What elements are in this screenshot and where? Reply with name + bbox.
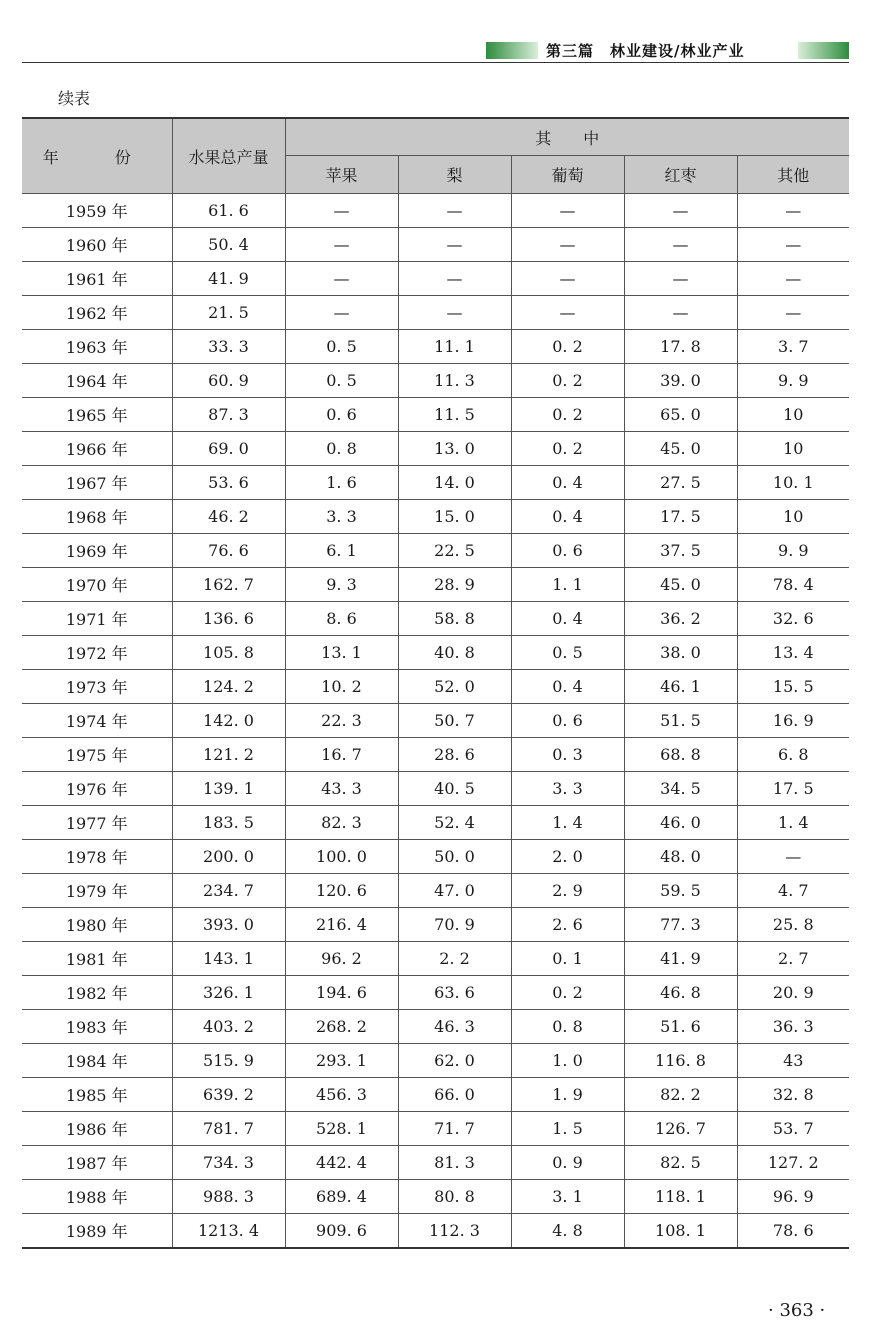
cell-jujube: 108. 1 bbox=[624, 1214, 737, 1249]
cell-other: 53. 7 bbox=[737, 1112, 849, 1146]
cell-other: 15. 5 bbox=[737, 670, 849, 704]
header-year: 年 份 bbox=[22, 118, 172, 194]
table-row bbox=[22, 194, 849, 228]
cell-jujube: 68. 8 bbox=[624, 738, 737, 772]
table-row bbox=[22, 432, 849, 466]
cell-year: 1987 年 bbox=[22, 1146, 172, 1180]
cell-other: 43 bbox=[737, 1044, 849, 1078]
table-row bbox=[22, 670, 849, 704]
cell-total: 50. 4 bbox=[172, 228, 285, 262]
cell-other: 10. 1 bbox=[737, 466, 849, 500]
cell-apple: 100. 0 bbox=[285, 840, 398, 874]
cell-apple: — bbox=[285, 228, 398, 262]
cell-jujube: 46. 8 bbox=[624, 976, 737, 1010]
cell-jujube: 82. 2 bbox=[624, 1078, 737, 1112]
cell-jujube: 77. 3 bbox=[624, 908, 737, 942]
cell-jujube: 45. 0 bbox=[624, 568, 737, 602]
table-row bbox=[22, 466, 849, 500]
cell-year: 1966 年 bbox=[22, 432, 172, 466]
cell-year: 1967 年 bbox=[22, 466, 172, 500]
cell-grape: 1. 9 bbox=[511, 1078, 624, 1112]
cell-apple: 16. 7 bbox=[285, 738, 398, 772]
cell-apple: 909. 6 bbox=[285, 1214, 398, 1249]
cell-other: 78. 6 bbox=[737, 1214, 849, 1249]
cell-pear: — bbox=[398, 296, 511, 330]
cell-grape: 0. 2 bbox=[511, 330, 624, 364]
cell-year: 1963 年 bbox=[22, 330, 172, 364]
cell-apple: 6. 1 bbox=[285, 534, 398, 568]
header-rule bbox=[22, 62, 849, 63]
header-grape: 葡萄 bbox=[511, 156, 624, 194]
cell-pear: 62. 0 bbox=[398, 1044, 511, 1078]
cell-pear: 58. 8 bbox=[398, 602, 511, 636]
cell-grape: 0. 2 bbox=[511, 398, 624, 432]
cell-other: 13. 4 bbox=[737, 636, 849, 670]
header-jujube: 红枣 bbox=[624, 156, 737, 194]
cell-apple: 268. 2 bbox=[285, 1010, 398, 1044]
cell-grape: 0. 2 bbox=[511, 364, 624, 398]
header-apple: 苹果 bbox=[285, 156, 398, 194]
cell-jujube: 41. 9 bbox=[624, 942, 737, 976]
cell-jujube: 116. 8 bbox=[624, 1044, 737, 1078]
cell-apple: 456. 3 bbox=[285, 1078, 398, 1112]
cell-apple: 0. 6 bbox=[285, 398, 398, 432]
cell-total: 515. 9 bbox=[172, 1044, 285, 1078]
cell-year: 1959 年 bbox=[22, 194, 172, 228]
cell-grape: 3. 1 bbox=[511, 1180, 624, 1214]
cell-apple: 82. 3 bbox=[285, 806, 398, 840]
cell-year: 1978 年 bbox=[22, 840, 172, 874]
cell-other: 4. 7 bbox=[737, 874, 849, 908]
cell-year: 1961 年 bbox=[22, 262, 172, 296]
cell-other: 32. 8 bbox=[737, 1078, 849, 1112]
page-header bbox=[22, 40, 849, 62]
cell-other: — bbox=[737, 194, 849, 228]
cell-grape: 0. 4 bbox=[511, 466, 624, 500]
table-row bbox=[22, 500, 849, 534]
table-row bbox=[22, 534, 849, 568]
cell-year: 1989 年 bbox=[22, 1214, 172, 1249]
cell-other: 16. 9 bbox=[737, 704, 849, 738]
cell-jujube: 17. 5 bbox=[624, 500, 737, 534]
cell-grape: — bbox=[511, 262, 624, 296]
cell-pear: 13. 0 bbox=[398, 432, 511, 466]
cell-pear: 50. 0 bbox=[398, 840, 511, 874]
table-row bbox=[22, 772, 849, 806]
cell-pear: 63. 6 bbox=[398, 976, 511, 1010]
cell-jujube: 65. 0 bbox=[624, 398, 737, 432]
header-group: 其 中 bbox=[285, 118, 849, 156]
cell-total: 76. 6 bbox=[172, 534, 285, 568]
cell-year: 1981 年 bbox=[22, 942, 172, 976]
cell-year: 1982 年 bbox=[22, 976, 172, 1010]
cell-total: 162. 7 bbox=[172, 568, 285, 602]
cell-jujube: — bbox=[624, 194, 737, 228]
cell-pear: 40. 5 bbox=[398, 772, 511, 806]
cell-year: 1971 年 bbox=[22, 602, 172, 636]
cell-grape: — bbox=[511, 296, 624, 330]
cell-total: 1213. 4 bbox=[172, 1214, 285, 1249]
cell-total: 121. 2 bbox=[172, 738, 285, 772]
cell-apple: 1. 6 bbox=[285, 466, 398, 500]
cell-apple: — bbox=[285, 296, 398, 330]
cell-jujube: — bbox=[624, 296, 737, 330]
cell-pear: 71. 7 bbox=[398, 1112, 511, 1146]
table-header bbox=[22, 118, 849, 194]
cell-jujube: 17. 8 bbox=[624, 330, 737, 364]
cell-year: 1986 年 bbox=[22, 1112, 172, 1146]
table-row bbox=[22, 942, 849, 976]
cell-apple: 442. 4 bbox=[285, 1146, 398, 1180]
cell-other: 25. 8 bbox=[737, 908, 849, 942]
cell-apple: 216. 4 bbox=[285, 908, 398, 942]
cell-grape: 0. 4 bbox=[511, 670, 624, 704]
cell-other: 6. 8 bbox=[737, 738, 849, 772]
header-title: 第三篇 林业建设/林业产业 bbox=[546, 42, 745, 60]
table-row bbox=[22, 976, 849, 1010]
table-row bbox=[22, 738, 849, 772]
cell-other: — bbox=[737, 262, 849, 296]
cell-pear: 28. 6 bbox=[398, 738, 511, 772]
cell-grape: 4. 8 bbox=[511, 1214, 624, 1249]
cell-year: 1980 年 bbox=[22, 908, 172, 942]
cell-other: 78. 4 bbox=[737, 568, 849, 602]
cell-jujube: 126. 7 bbox=[624, 1112, 737, 1146]
cell-total: 234. 7 bbox=[172, 874, 285, 908]
cell-apple: 293. 1 bbox=[285, 1044, 398, 1078]
cell-jujube: 82. 5 bbox=[624, 1146, 737, 1180]
cell-jujube: 27. 5 bbox=[624, 466, 737, 500]
cell-pear: 80. 8 bbox=[398, 1180, 511, 1214]
cell-pear: 2. 2 bbox=[398, 942, 511, 976]
cell-other: 9. 9 bbox=[737, 534, 849, 568]
cell-grape: 0. 5 bbox=[511, 636, 624, 670]
cell-apple: 22. 3 bbox=[285, 704, 398, 738]
cell-grape: 0. 3 bbox=[511, 738, 624, 772]
cell-year: 1969 年 bbox=[22, 534, 172, 568]
cell-grape: 0. 1 bbox=[511, 942, 624, 976]
cell-apple: 0. 5 bbox=[285, 330, 398, 364]
cell-jujube: 46. 1 bbox=[624, 670, 737, 704]
cell-apple: 120. 6 bbox=[285, 874, 398, 908]
cell-grape: 0. 8 bbox=[511, 1010, 624, 1044]
cell-pear: 15. 0 bbox=[398, 500, 511, 534]
cell-other: 36. 3 bbox=[737, 1010, 849, 1044]
cell-grape: 3. 3 bbox=[511, 772, 624, 806]
cell-pear: 66. 0 bbox=[398, 1078, 511, 1112]
cell-year: 1984 年 bbox=[22, 1044, 172, 1078]
cell-grape: 1. 4 bbox=[511, 806, 624, 840]
cell-total: 60. 9 bbox=[172, 364, 285, 398]
cell-pear: 14. 0 bbox=[398, 466, 511, 500]
cell-grape: 1. 5 bbox=[511, 1112, 624, 1146]
cell-jujube: 39. 0 bbox=[624, 364, 737, 398]
cell-other: 20. 9 bbox=[737, 976, 849, 1010]
cell-other: — bbox=[737, 840, 849, 874]
cell-pear: — bbox=[398, 194, 511, 228]
cell-jujube: 48. 0 bbox=[624, 840, 737, 874]
table-row bbox=[22, 330, 849, 364]
cell-jujube: 51. 6 bbox=[624, 1010, 737, 1044]
cell-pear: 70. 9 bbox=[398, 908, 511, 942]
cell-jujube: 59. 5 bbox=[624, 874, 737, 908]
cell-pear: 40. 8 bbox=[398, 636, 511, 670]
cell-grape: 0. 4 bbox=[511, 602, 624, 636]
cell-year: 1988 年 bbox=[22, 1180, 172, 1214]
cell-apple: 8. 6 bbox=[285, 602, 398, 636]
cell-other: 127. 2 bbox=[737, 1146, 849, 1180]
cell-total: 41. 9 bbox=[172, 262, 285, 296]
cell-pear: — bbox=[398, 228, 511, 262]
cell-pear: 28. 9 bbox=[398, 568, 511, 602]
cell-total: 326. 1 bbox=[172, 976, 285, 1010]
cell-grape: 0. 4 bbox=[511, 500, 624, 534]
cell-total: 21. 5 bbox=[172, 296, 285, 330]
cell-other: 3. 7 bbox=[737, 330, 849, 364]
cell-year: 1975 年 bbox=[22, 738, 172, 772]
cell-year: 1983 年 bbox=[22, 1010, 172, 1044]
cell-year: 1979 年 bbox=[22, 874, 172, 908]
cell-grape: 1. 0 bbox=[511, 1044, 624, 1078]
cell-total: 781. 7 bbox=[172, 1112, 285, 1146]
cell-total: 105. 8 bbox=[172, 636, 285, 670]
cell-jujube: 36. 2 bbox=[624, 602, 737, 636]
cell-apple: 689. 4 bbox=[285, 1180, 398, 1214]
header-pear: 梨 bbox=[398, 156, 511, 194]
cell-total: 87. 3 bbox=[172, 398, 285, 432]
header-other: 其他 bbox=[737, 156, 849, 194]
cell-pear: 47. 0 bbox=[398, 874, 511, 908]
cell-grape: — bbox=[511, 194, 624, 228]
cell-other: 32. 6 bbox=[737, 602, 849, 636]
cell-jujube: 45. 0 bbox=[624, 432, 737, 466]
cell-apple: 43. 3 bbox=[285, 772, 398, 806]
cell-apple: 528. 1 bbox=[285, 1112, 398, 1146]
table-row bbox=[22, 262, 849, 296]
cell-year: 1972 年 bbox=[22, 636, 172, 670]
cell-other: 1. 4 bbox=[737, 806, 849, 840]
cell-jujube: 38. 0 bbox=[624, 636, 737, 670]
cell-total: 639. 2 bbox=[172, 1078, 285, 1112]
cell-grape: 0. 2 bbox=[511, 976, 624, 1010]
cell-grape: 0. 2 bbox=[511, 432, 624, 466]
table-row bbox=[22, 874, 849, 908]
cell-apple: — bbox=[285, 194, 398, 228]
page-number: · 363 · bbox=[768, 1300, 826, 1321]
cell-other: 10 bbox=[737, 398, 849, 432]
cell-pear: 81. 3 bbox=[398, 1146, 511, 1180]
header-decor-bar-right bbox=[798, 42, 849, 59]
cell-pear: 11. 1 bbox=[398, 330, 511, 364]
table-row bbox=[22, 602, 849, 636]
header-total: 水果总产量 bbox=[172, 118, 285, 194]
cell-grape: 0. 6 bbox=[511, 534, 624, 568]
table-row bbox=[22, 228, 849, 262]
cell-pear: 11. 5 bbox=[398, 398, 511, 432]
table-row bbox=[22, 398, 849, 432]
cell-total: 143. 1 bbox=[172, 942, 285, 976]
cell-total: 142. 0 bbox=[172, 704, 285, 738]
cell-year: 1976 年 bbox=[22, 772, 172, 806]
fruit-production-table bbox=[22, 117, 849, 1249]
cell-total: 46. 2 bbox=[172, 500, 285, 534]
cell-apple: 96. 2 bbox=[285, 942, 398, 976]
cell-grape: 0. 6 bbox=[511, 704, 624, 738]
table-row bbox=[22, 1078, 849, 1112]
table-row bbox=[22, 1010, 849, 1044]
cell-grape: 2. 0 bbox=[511, 840, 624, 874]
table-row bbox=[22, 704, 849, 738]
cell-year: 1964 年 bbox=[22, 364, 172, 398]
cell-year: 1960 年 bbox=[22, 228, 172, 262]
cell-total: 403. 2 bbox=[172, 1010, 285, 1044]
cell-year: 1965 年 bbox=[22, 398, 172, 432]
cell-total: 124. 2 bbox=[172, 670, 285, 704]
cell-jujube: 34. 5 bbox=[624, 772, 737, 806]
table-row bbox=[22, 1180, 849, 1214]
cell-total: 61. 6 bbox=[172, 194, 285, 228]
cell-year: 1974 年 bbox=[22, 704, 172, 738]
cell-jujube: 37. 5 bbox=[624, 534, 737, 568]
cell-jujube: 46. 0 bbox=[624, 806, 737, 840]
cell-jujube: 118. 1 bbox=[624, 1180, 737, 1214]
cell-year: 1962 年 bbox=[22, 296, 172, 330]
cell-other: — bbox=[737, 228, 849, 262]
cell-pear: 46. 3 bbox=[398, 1010, 511, 1044]
cell-apple: 3. 3 bbox=[285, 500, 398, 534]
cell-pear: — bbox=[398, 262, 511, 296]
cell-total: 136. 6 bbox=[172, 602, 285, 636]
cell-pear: 52. 4 bbox=[398, 806, 511, 840]
cell-pear: 52. 0 bbox=[398, 670, 511, 704]
cell-other: 10 bbox=[737, 500, 849, 534]
cell-apple: 9. 3 bbox=[285, 568, 398, 602]
cell-grape: 1. 1 bbox=[511, 568, 624, 602]
table-row bbox=[22, 568, 849, 602]
cell-total: 53. 6 bbox=[172, 466, 285, 500]
cell-year: 1985 年 bbox=[22, 1078, 172, 1112]
cell-apple: 10. 2 bbox=[285, 670, 398, 704]
table-row bbox=[22, 1044, 849, 1078]
cell-total: 988. 3 bbox=[172, 1180, 285, 1214]
cell-other: 10 bbox=[737, 432, 849, 466]
table-row bbox=[22, 636, 849, 670]
cell-pear: 112. 3 bbox=[398, 1214, 511, 1249]
cell-apple: 13. 1 bbox=[285, 636, 398, 670]
table-body bbox=[22, 194, 849, 1249]
table-row bbox=[22, 1214, 849, 1249]
cell-grape: 2. 6 bbox=[511, 908, 624, 942]
table-row bbox=[22, 840, 849, 874]
cell-grape: 2. 9 bbox=[511, 874, 624, 908]
table-caption: 续表 bbox=[58, 89, 91, 108]
cell-grape: — bbox=[511, 228, 624, 262]
table-row bbox=[22, 908, 849, 942]
cell-total: 183. 5 bbox=[172, 806, 285, 840]
cell-year: 1977 年 bbox=[22, 806, 172, 840]
cell-year: 1970 年 bbox=[22, 568, 172, 602]
cell-total: 200. 0 bbox=[172, 840, 285, 874]
cell-total: 69. 0 bbox=[172, 432, 285, 466]
cell-pear: 22. 5 bbox=[398, 534, 511, 568]
table-row bbox=[22, 1112, 849, 1146]
cell-total: 393. 0 bbox=[172, 908, 285, 942]
cell-jujube: — bbox=[624, 228, 737, 262]
cell-pear: 11. 3 bbox=[398, 364, 511, 398]
cell-apple: — bbox=[285, 262, 398, 296]
cell-apple: 0. 5 bbox=[285, 364, 398, 398]
cell-jujube: — bbox=[624, 262, 737, 296]
cell-year: 1968 年 bbox=[22, 500, 172, 534]
cell-grape: 0. 9 bbox=[511, 1146, 624, 1180]
cell-other: — bbox=[737, 296, 849, 330]
table-row bbox=[22, 1146, 849, 1180]
cell-other: 9. 9 bbox=[737, 364, 849, 398]
cell-year: 1973 年 bbox=[22, 670, 172, 704]
cell-jujube: 51. 5 bbox=[624, 704, 737, 738]
cell-total: 139. 1 bbox=[172, 772, 285, 806]
table-row bbox=[22, 364, 849, 398]
cell-total: 33. 3 bbox=[172, 330, 285, 364]
cell-apple: 0. 8 bbox=[285, 432, 398, 466]
cell-pear: 50. 7 bbox=[398, 704, 511, 738]
cell-apple: 194. 6 bbox=[285, 976, 398, 1010]
header-decor-bar-left bbox=[486, 42, 538, 59]
table-row bbox=[22, 806, 849, 840]
cell-total: 734. 3 bbox=[172, 1146, 285, 1180]
cell-other: 96. 9 bbox=[737, 1180, 849, 1214]
cell-other: 17. 5 bbox=[737, 772, 849, 806]
table-row bbox=[22, 296, 849, 330]
cell-other: 2. 7 bbox=[737, 942, 849, 976]
